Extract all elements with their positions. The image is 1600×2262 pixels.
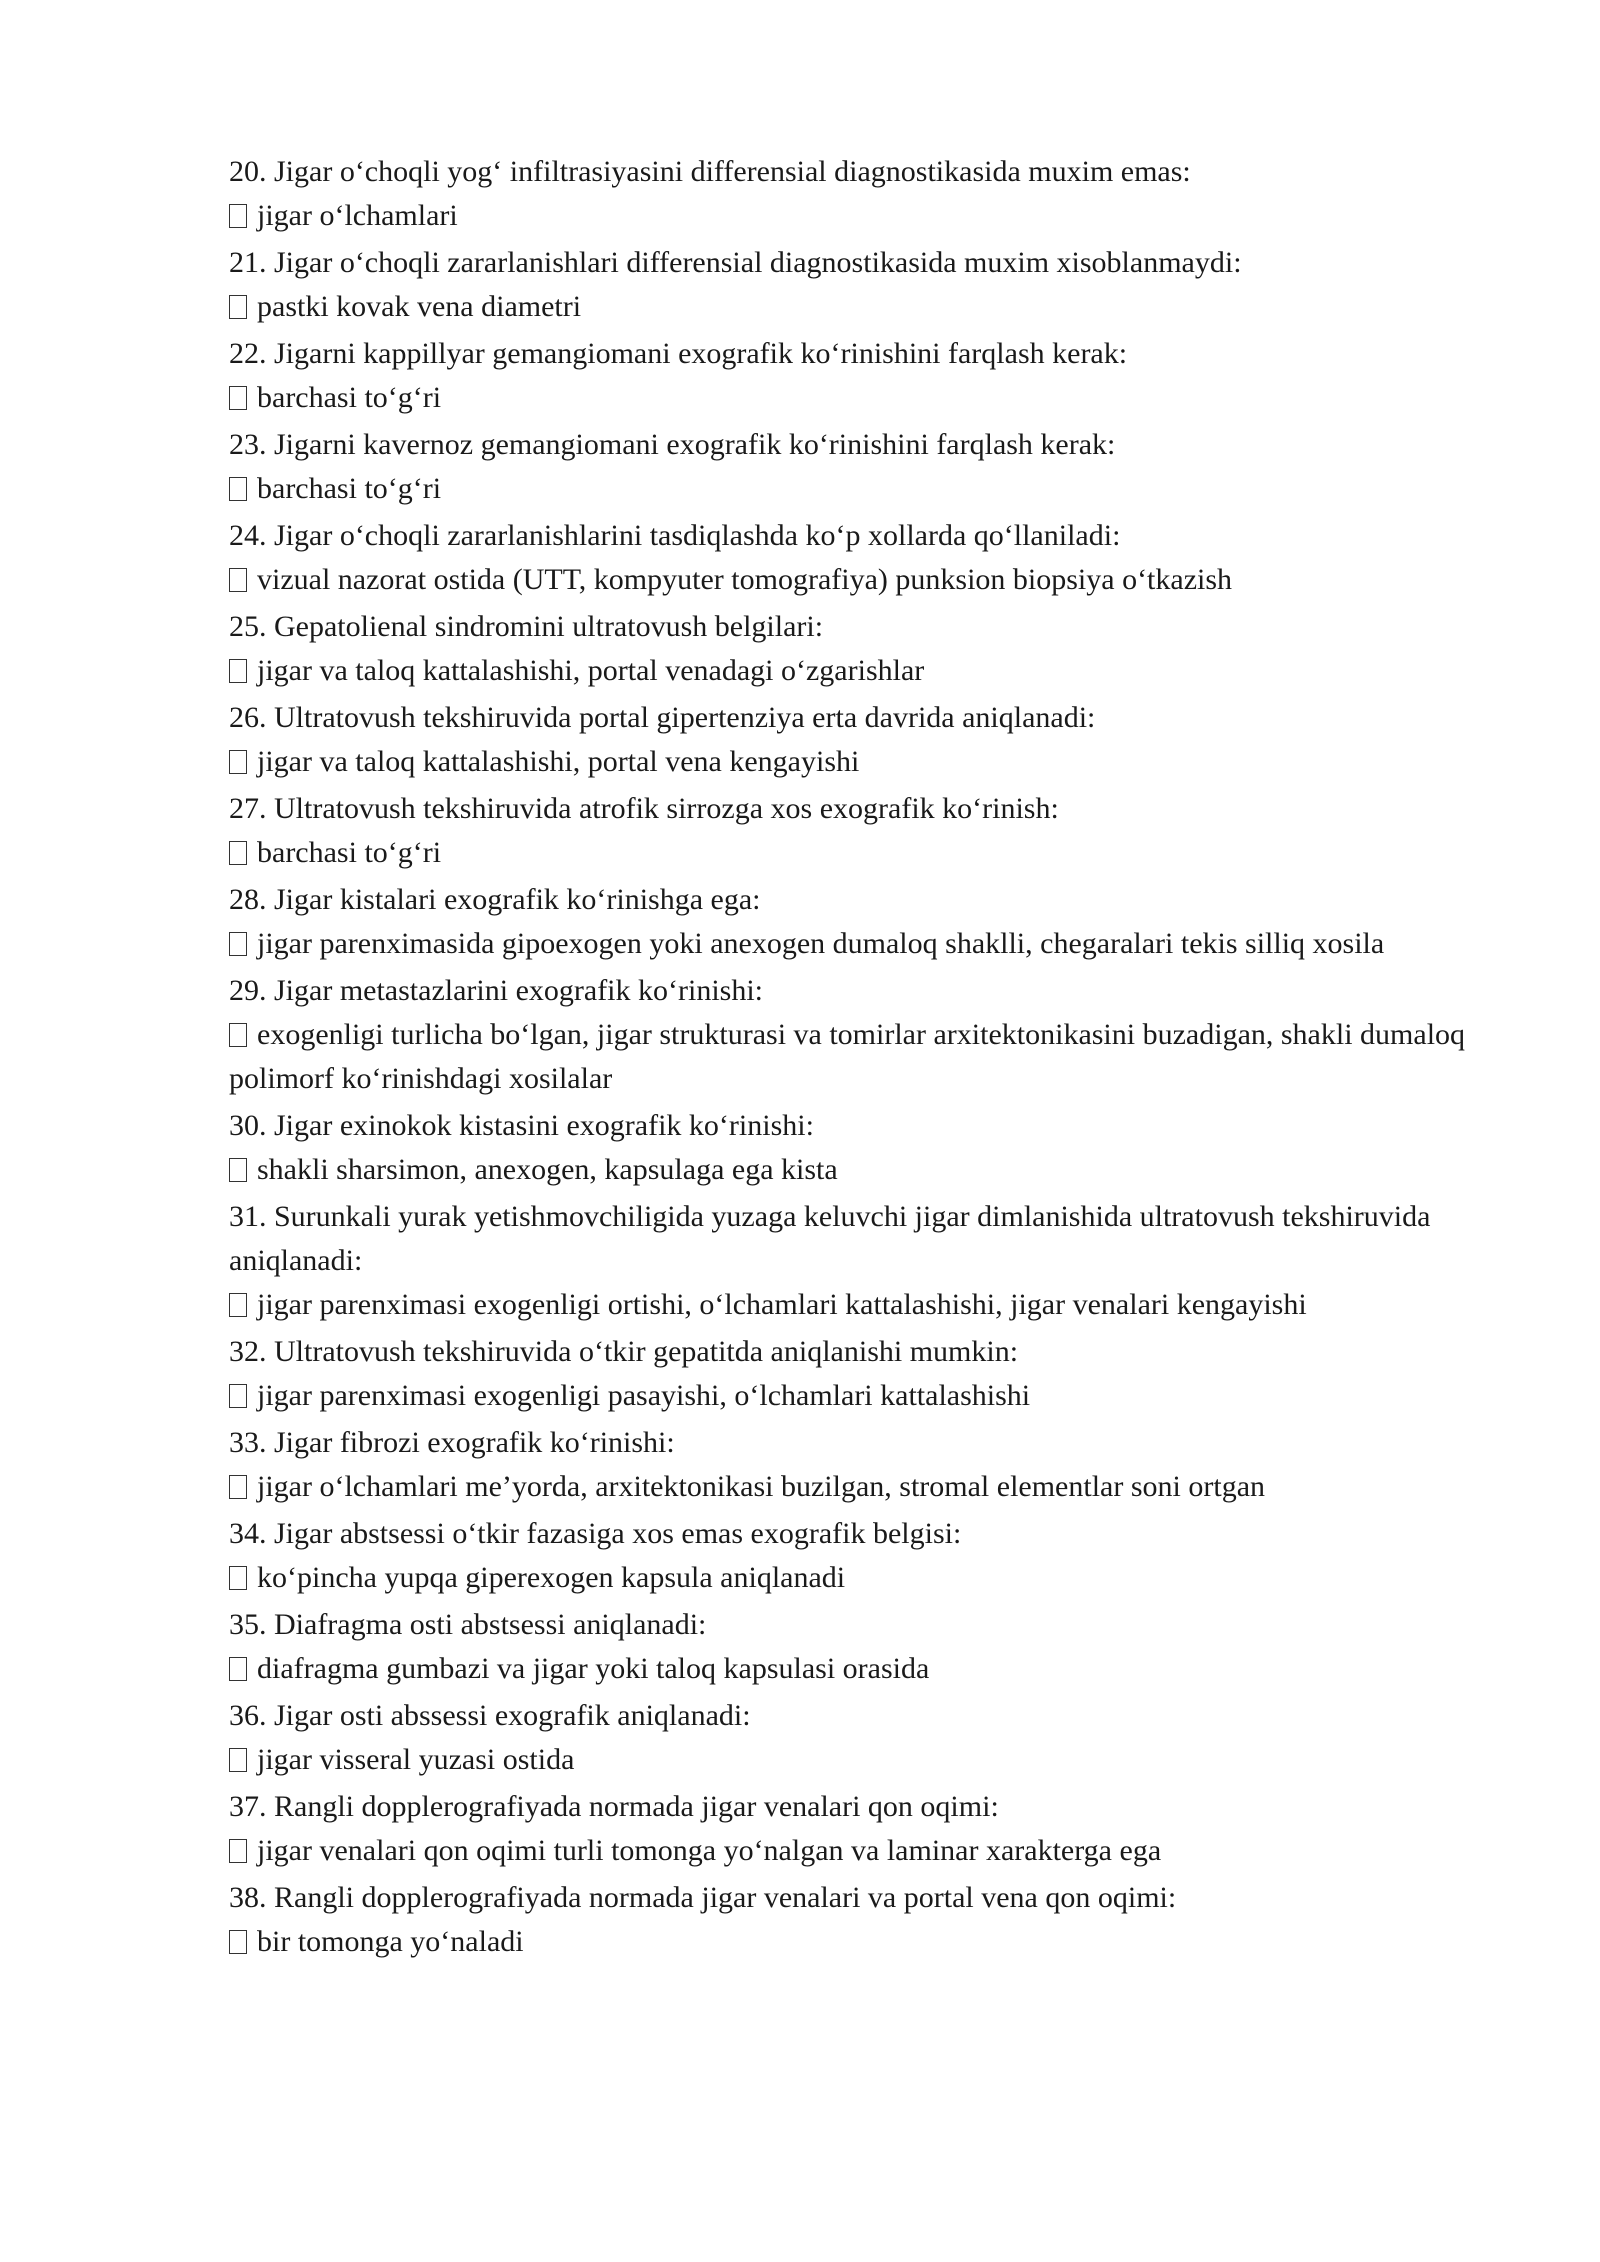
- question-text: 20. Jigar o‘choqli yog‘ infiltrasiyasini differensial diagnostikasida muxim emas:: [229, 155, 1191, 188]
- answer-label: shakli sharsimon, anexogen, kapsulaga ega kista: [257, 1153, 838, 1186]
- question-item-31: [229, 1195, 1479, 1327]
- answer-text: [229, 1148, 1479, 1192]
- question-text: 37. Rangli dopplerografiyada normada jigar venalari qon oqimi:: [229, 1790, 999, 1823]
- answer-label: bir tomonga yo‘naladi: [257, 1925, 524, 1958]
- question-item-25: [229, 605, 1479, 693]
- answer-text: [229, 467, 1479, 511]
- answer-label: jigar va taloq kattalashishi, portal vena kengayishi: [257, 745, 860, 778]
- answer-label: jigar parenximasida gipoexogen yoki anexogen dumaloq shaklli, chegaralari tekis silliq xosila: [257, 927, 1385, 960]
- checkbox-glyph-icon: [229, 1293, 247, 1317]
- answer-text: [229, 1374, 1479, 1418]
- checkbox-glyph-icon: [229, 295, 247, 319]
- question-text: 25. Gepatolienal sindromini ultratovush belgilari:: [229, 610, 824, 643]
- question-text: 23. Jigarni kavernoz gemangiomani exografik ko‘rinishini farqlash kerak:: [229, 428, 1116, 461]
- answer-label: vizual nazorat ostida (UTT, kompyuter tomografiya) punksion biopsiya o‘tkazish: [257, 563, 1233, 596]
- question-text: 21. Jigar o‘choqli zararlanishlari differensial diagnostikasida muxim xisoblanmaydi:: [229, 246, 1242, 279]
- answer-text: [229, 558, 1479, 602]
- question-item-37: [229, 1785, 1479, 1873]
- question-text: 29. Jigar metastazlarini exografik ko‘rinishi:: [229, 974, 764, 1007]
- question-text: 28. Jigar kistalari exografik ko‘rinishga ega:: [229, 883, 761, 916]
- question-text: 38. Rangli dopplerografiyada normada jigar venalari va portal vena qon oqimi:: [229, 1881, 1177, 1914]
- answer-text: [229, 1738, 1479, 1782]
- answer-text: [229, 1920, 1479, 1964]
- answer-text: [229, 1465, 1479, 1509]
- checkbox-glyph-icon: [229, 477, 247, 501]
- checkbox-glyph-icon: [229, 841, 247, 865]
- answer-text: [229, 1283, 1479, 1327]
- answer-text: [229, 376, 1479, 420]
- question-text: 32. Ultratovush tekshiruvida o‘tkir gepatitda aniqlanishi mumkin:: [229, 1335, 1019, 1368]
- answer-text: [229, 649, 1479, 693]
- answer-text: [229, 1829, 1479, 1873]
- answer-text: [229, 194, 1479, 238]
- question-item-23: [229, 423, 1479, 511]
- question-item-26: [229, 696, 1479, 784]
- checkbox-glyph-icon: [229, 659, 247, 683]
- checkbox-glyph-icon: [229, 1748, 247, 1772]
- question-text: 26. Ultratovush tekshiruvida portal gipertenziya erta davrida aniqlanadi:: [229, 701, 1096, 734]
- answer-text: [229, 922, 1479, 966]
- question-item-24: [229, 514, 1479, 602]
- answer-text: [229, 1556, 1479, 1600]
- checkbox-glyph-icon: [229, 568, 247, 592]
- answer-label: pastki kovak vena diametri: [257, 290, 582, 323]
- answer-label: jigar venalari qon oqimi turli tomonga yo‘nalgan va laminar xarakterga ega: [257, 1834, 1162, 1867]
- answer-label: jigar o‘lchamlari me’yorda, arxitektonikasi buzilgan, stromal elementlar soni ortgan: [257, 1470, 1266, 1503]
- question-text: 31. Surunkali yurak yetishmovchiligida yuzaga keluvchi jigar dimlanishida ultratovush tekshiruvida aniqlanadi:: [229, 1200, 1431, 1277]
- answer-label: jigar o‘lchamlari: [257, 199, 458, 232]
- checkbox-glyph-icon: [229, 1566, 247, 1590]
- question-item-30: [229, 1104, 1479, 1192]
- answer-label: barchasi to‘g‘ri: [257, 472, 442, 505]
- answer-label: jigar va taloq kattalashishi, portal venadagi o‘zgarishlar: [257, 654, 925, 687]
- answer-label: barchasi to‘g‘ri: [257, 381, 442, 414]
- question-item-34: [229, 1512, 1479, 1600]
- checkbox-glyph-icon: [229, 750, 247, 774]
- answer-label: diafragma gumbazi va jigar yoki taloq kapsulasi orasida: [257, 1652, 930, 1685]
- checkbox-glyph-icon: [229, 1839, 247, 1863]
- question-item-28: [229, 878, 1479, 966]
- answer-text: [229, 1013, 1479, 1101]
- answer-text: [229, 1647, 1479, 1691]
- question-text: 36. Jigar osti abssessi exografik aniqlanadi:: [229, 1699, 751, 1732]
- answer-label: exogenligi turlicha bo‘lgan, jigar strukturasi va tomirlar arxitektonikasini buzadigan, shakli dumaloq polimorf ko‘rinishdagi xosilalar: [229, 1018, 1466, 1095]
- question-text: 27. Ultratovush tekshiruvida atrofik sirrozga xos exografik ko‘rinish:: [229, 792, 1059, 825]
- checkbox-glyph-icon: [229, 1475, 247, 1499]
- question-text: 34. Jigar abstsessi o‘tkir fazasiga xos emas exografik belgisi:: [229, 1517, 962, 1550]
- question-item-22: [229, 332, 1479, 420]
- question-text: 35. Diafragma osti abstsessi aniqlanadi:: [229, 1608, 707, 1641]
- question-text: 24. Jigar o‘choqli zararlanishlarini tasdiqlashda ko‘p xollarda qo‘llaniladi:: [229, 519, 1121, 552]
- question-item-32: [229, 1330, 1479, 1418]
- question-item-21: [229, 241, 1479, 329]
- question-item-20: [229, 150, 1479, 238]
- checkbox-glyph-icon: [229, 1158, 247, 1182]
- answer-label: barchasi to‘g‘ri: [257, 836, 442, 869]
- checkbox-glyph-icon: [229, 386, 247, 410]
- question-text: 30. Jigar exinokok kistasini exografik ko‘rinishi:: [229, 1109, 814, 1142]
- answer-text: [229, 831, 1479, 875]
- question-list: [229, 150, 1479, 1967]
- answer-label: jigar visseral yuzasi ostida: [257, 1743, 575, 1776]
- checkbox-glyph-icon: [229, 204, 247, 228]
- question-item-29: [229, 969, 1479, 1101]
- question-item-27: [229, 787, 1479, 875]
- question-item-35: [229, 1603, 1479, 1691]
- checkbox-glyph-icon: [229, 1384, 247, 1408]
- answer-text: [229, 740, 1479, 784]
- answer-label: jigar parenximasi exogenligi pasayishi, o‘lchamlari kattalashishi: [257, 1379, 1031, 1412]
- question-item-38: [229, 1876, 1479, 1964]
- question-text: 22. Jigarni kappillyar gemangiomani exografik ko‘rinishini farqlash kerak:: [229, 337, 1128, 370]
- answer-label: jigar parenximasi exogenligi ortishi, o‘lchamlari kattalashishi, jigar venalari kengayishi: [257, 1288, 1307, 1321]
- checkbox-glyph-icon: [229, 1930, 247, 1954]
- answer-label: ko‘pincha yupqa giperexogen kapsula aniqlanadi: [257, 1561, 846, 1594]
- checkbox-glyph-icon: [229, 1023, 247, 1047]
- question-text: 33. Jigar fibrozi exografik ko‘rinishi:: [229, 1426, 675, 1459]
- question-item-33: [229, 1421, 1479, 1509]
- checkbox-glyph-icon: [229, 1657, 247, 1681]
- checkbox-glyph-icon: [229, 932, 247, 956]
- answer-text: [229, 285, 1479, 329]
- question-item-36: [229, 1694, 1479, 1782]
